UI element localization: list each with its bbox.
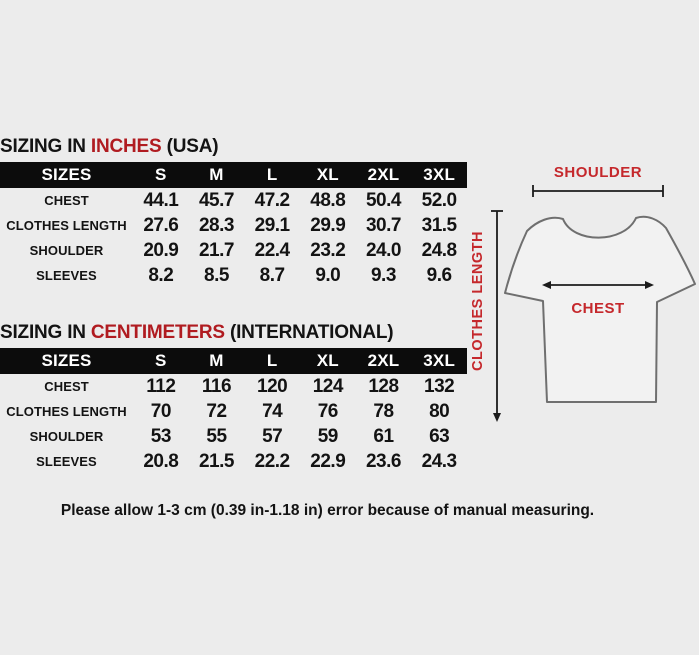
table-row-chest: [0, 374, 467, 399]
cell-value: 57: [262, 425, 283, 447]
cell-value: 22.2: [254, 450, 290, 472]
cell-value: 132: [424, 375, 455, 397]
table-header-row: [0, 348, 467, 374]
tshirt-measurement-diagram: [460, 140, 699, 440]
cell-value: 53: [150, 425, 171, 447]
cell-value: 45.7: [198, 189, 234, 211]
column-header-sizes: SIZES: [0, 348, 133, 374]
cell-value: 70: [150, 400, 171, 422]
cell-value: 120: [257, 375, 288, 397]
column-header-2xl: 2XL: [356, 162, 412, 188]
table-row-sleeves: [0, 263, 467, 288]
cell-value: 24.8: [421, 239, 457, 261]
cell-value: 61: [373, 425, 394, 447]
column-header-xl: XL: [300, 348, 356, 374]
cell-value: 78: [373, 400, 394, 422]
table-row-sleeves: [0, 449, 467, 474]
column-header-3xl: 3XL: [411, 162, 467, 188]
clothes-length-arrowhead: [493, 413, 501, 422]
cell-value: 9.3: [370, 264, 396, 286]
cell-value: 20.9: [143, 239, 179, 261]
cell-value: 21.5: [198, 450, 234, 472]
row-label: SLEEVES: [36, 454, 97, 469]
row-label: CLOTHES LENGTH: [6, 218, 127, 233]
shoulder-measure-line: [533, 185, 663, 197]
cell-value: 44.1: [143, 189, 179, 211]
row-label: CHEST: [44, 193, 89, 208]
cell-value: 59: [317, 425, 338, 447]
cell-value: 76: [317, 400, 338, 422]
cell-value: 63: [429, 425, 450, 447]
table-row-clothes-length: [0, 399, 467, 424]
cell-value: 8.2: [148, 264, 174, 286]
heading-sizing-inches: [0, 136, 218, 158]
heading-inches-suffix: (USA): [161, 136, 219, 157]
row-label: SHOULDER: [29, 243, 104, 258]
size-table-inches: [0, 162, 467, 288]
column-header-sizes: SIZES: [0, 162, 133, 188]
column-header-s: S: [133, 348, 189, 374]
cell-value: 20.8: [143, 450, 179, 472]
cell-value: 52.0: [421, 189, 457, 211]
cell-value: 8.5: [204, 264, 229, 286]
cell-value: 28.3: [198, 214, 234, 236]
cell-value: 23.6: [365, 450, 401, 472]
cell-value: 24.3: [421, 450, 457, 472]
table-row-clothes-length: [0, 213, 467, 238]
cell-value: 27.6: [143, 214, 179, 236]
heading-cm-highlight: CENTIMETERS: [90, 322, 225, 343]
cell-value: 48.8: [310, 189, 346, 211]
row-label: CLOTHES LENGTH: [6, 404, 127, 419]
cell-value: 50.4: [365, 189, 401, 211]
cell-value: 9.6: [426, 264, 452, 286]
measuring-error-note: Please allow 1-3 cm (0.39 in-1.18 in) error because of manual measuring.: [60, 502, 595, 519]
cell-value: 22.4: [254, 239, 290, 261]
cell-value: 124: [312, 375, 343, 397]
heading-inches-prefix: SIZING IN: [0, 136, 91, 157]
clothes-length-measure-line: [491, 211, 503, 418]
cell-value: 8.7: [259, 264, 285, 286]
heading-cm-prefix: SIZING IN: [0, 322, 91, 343]
heading-sizing-centimeters: [0, 322, 393, 344]
cell-value: 24.0: [365, 239, 401, 261]
cell-value: 21.7: [198, 239, 234, 261]
cell-value: 112: [146, 375, 176, 397]
column-header-2xl: 2XL: [356, 348, 412, 374]
cell-value: 55: [206, 425, 227, 447]
cell-value: 128: [368, 375, 399, 397]
cell-value: 72: [206, 400, 227, 422]
row-label: SLEEVES: [36, 268, 97, 283]
column-header-3xl: 3XL: [411, 348, 467, 374]
cell-value: 29.1: [254, 214, 290, 236]
table-row-shoulder: [0, 424, 467, 449]
cell-value: 30.7: [365, 214, 401, 236]
cell-value: 74: [262, 400, 283, 422]
clothes-length-label: CLOTHES LENGTH: [470, 231, 486, 371]
column-header-m: M: [189, 162, 245, 188]
row-label: CHEST: [44, 379, 89, 394]
shoulder-label: SHOULDER: [553, 164, 643, 181]
table-row-shoulder: [0, 238, 467, 263]
heading-inches-highlight: INCHES: [90, 136, 162, 157]
table-row-chest: [0, 188, 467, 213]
cell-value: 80: [429, 400, 450, 422]
column-header-l: L: [244, 162, 300, 188]
cell-value: 29.9: [310, 214, 346, 236]
column-header-s: S: [133, 162, 189, 188]
heading-cm-suffix: (INTERNATIONAL): [224, 322, 394, 343]
row-label: SHOULDER: [29, 429, 104, 444]
column-header-xl: XL: [300, 162, 356, 188]
chest-label: CHEST: [571, 300, 625, 317]
cell-value: 116: [201, 375, 232, 397]
cell-value: 23.2: [310, 239, 346, 261]
cell-value: 9.0: [315, 264, 341, 286]
table-header-row: [0, 162, 467, 188]
column-header-m: M: [189, 348, 245, 374]
cell-value: 47.2: [254, 189, 290, 211]
cell-value: 22.9: [310, 450, 346, 472]
size-table-centimeters: [0, 348, 467, 474]
column-header-l: L: [244, 348, 300, 374]
cell-value: 31.5: [421, 214, 457, 236]
